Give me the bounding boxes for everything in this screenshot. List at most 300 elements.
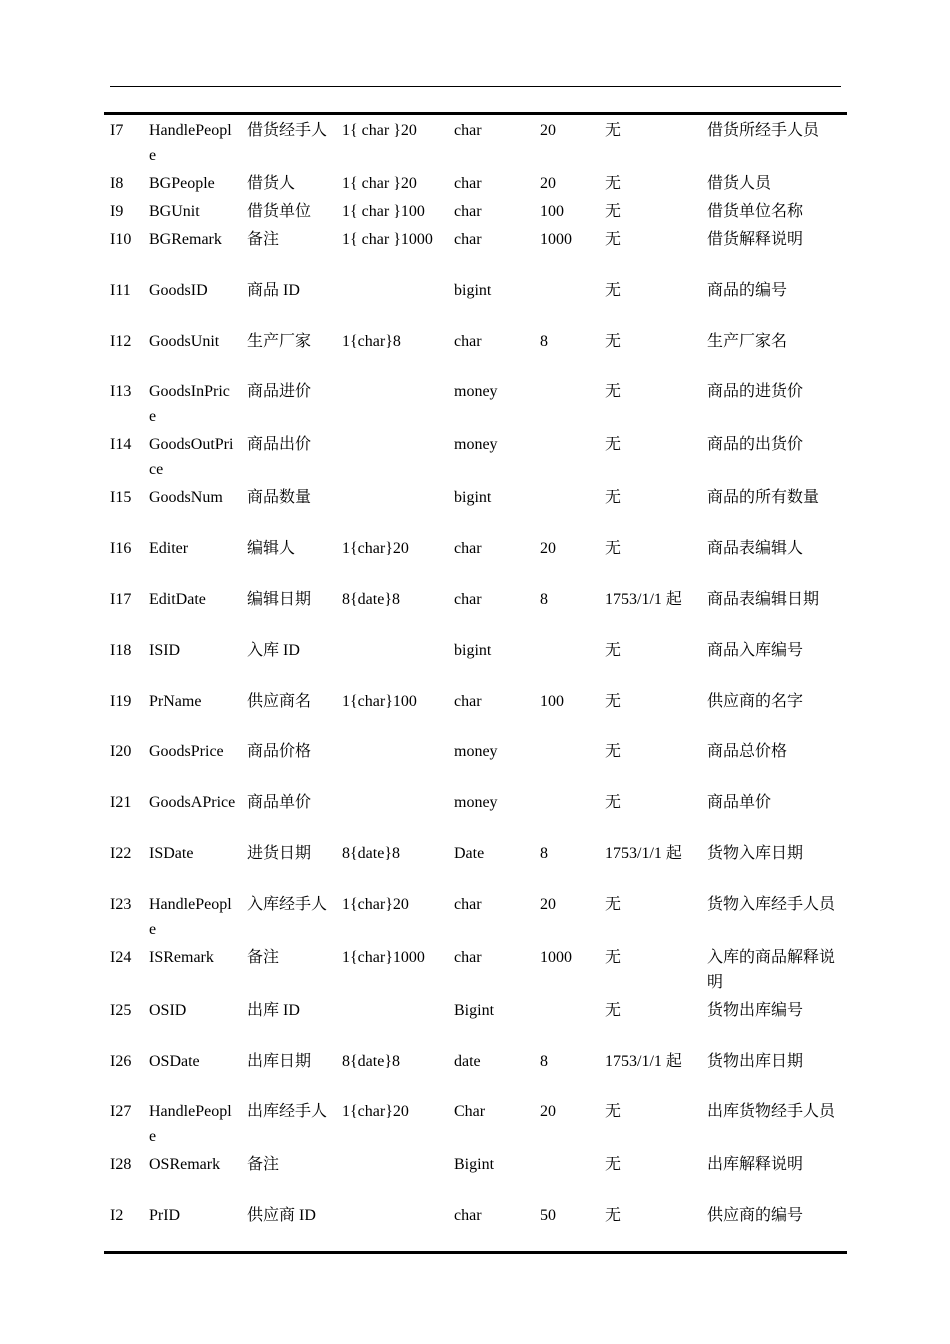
data-type-cell: [444, 1046, 530, 1097]
field-name-text: GoodsAPrice: [149, 794, 236, 812]
chinese-name-cell: [237, 196, 333, 224]
default-value-text: 无: [605, 1103, 622, 1121]
field-name-cell: [141, 838, 237, 889]
field-id-cell: [104, 584, 141, 635]
description-text: 商品的所有数量: [707, 489, 820, 507]
description-cell: [695, 686, 847, 737]
default-value-text: 无: [605, 948, 622, 966]
length-cell: [530, 429, 596, 482]
table-row: [104, 787, 847, 838]
format-cell: [333, 533, 444, 584]
default-value-text: 无: [605, 383, 622, 401]
description-cell: [695, 995, 847, 1046]
field-id-text: I17: [110, 590, 132, 608]
default-value-cell: [596, 838, 695, 889]
field-id-text: I22: [110, 844, 132, 862]
field-name-cell: [141, 889, 237, 942]
page-header-rule: [110, 86, 841, 87]
description-text: 商品表编辑日期: [707, 590, 820, 608]
default-value-cell: [596, 1096, 695, 1149]
format-cell: [333, 1149, 444, 1200]
data-type-text: Date: [454, 844, 485, 862]
description-cell: [695, 838, 847, 889]
chinese-name-text: 借货人: [247, 175, 296, 192]
field-name-text: ISDate: [149, 844, 194, 862]
default-value-text: 无: [605, 281, 622, 299]
field-id-cell: [104, 1200, 141, 1251]
format-text: 1{ char }20: [342, 175, 417, 192]
table-row: [104, 482, 847, 533]
default-value-cell: [596, 584, 695, 635]
field-name-text: OSRemark: [149, 1156, 221, 1174]
table-row: [104, 1149, 847, 1200]
data-type-cell: [444, 429, 530, 482]
default-value-text: 1753/1/1 起: [605, 1052, 682, 1070]
description-cell: [695, 376, 847, 429]
field-id-text: I25: [110, 1001, 132, 1019]
default-value-text: 无: [605, 540, 622, 558]
chinese-name-cell: [237, 1046, 333, 1097]
description-text: 借货人员: [707, 175, 772, 192]
chinese-name-cell: [237, 995, 333, 1046]
chinese-name-text: 借货单位: [247, 203, 312, 220]
default-value-cell: [596, 115, 695, 168]
field-name-text: BGUnit: [149, 203, 200, 220]
data-type-text: char: [454, 231, 482, 248]
data-type-text: bigint: [454, 489, 492, 507]
field-id-text: I10: [110, 231, 132, 248]
field-id-text: I7: [110, 122, 124, 139]
data-type-cell: [444, 376, 530, 429]
field-id-cell: [104, 168, 141, 196]
chinese-name-text: 供应商名: [247, 692, 312, 710]
data-type-cell: [444, 995, 530, 1046]
chinese-name-text: 商品单价: [247, 794, 312, 812]
length-cell: [530, 275, 596, 326]
table-row: [104, 1096, 847, 1149]
data-type-text: char: [454, 122, 482, 139]
default-value-cell: [596, 1149, 695, 1200]
default-value-cell: [596, 889, 695, 942]
field-name-cell: [141, 1046, 237, 1097]
description-text: 货物入库经手人员: [707, 895, 836, 913]
table-row: [104, 995, 847, 1046]
data-type-text: char: [454, 203, 482, 220]
length-cell: [530, 224, 596, 275]
field-id-cell: [104, 429, 141, 482]
description-cell: [695, 889, 847, 942]
description-text: 生产厂家名: [707, 332, 788, 350]
default-value-text: 无: [605, 203, 622, 220]
chinese-name-cell: [237, 326, 333, 377]
data-type-text: char: [454, 540, 482, 558]
format-text: 8{date}8: [342, 1052, 401, 1070]
default-value-cell: [596, 482, 695, 533]
data-type-cell: [444, 1200, 530, 1251]
data-type-cell: [444, 942, 530, 995]
field-id-text: I9: [110, 203, 124, 220]
field-id-cell: [104, 838, 141, 889]
description-cell: [695, 1046, 847, 1097]
description-text: 货物出库日期: [707, 1052, 804, 1070]
description-cell: [695, 482, 847, 533]
length-cell: [530, 838, 596, 889]
field-id-cell: [104, 275, 141, 326]
length-text: 8: [540, 1052, 548, 1070]
length-text: 1000: [540, 948, 572, 966]
table-row: [104, 168, 847, 196]
chinese-name-text: 商品价格: [247, 743, 312, 761]
length-cell: [530, 482, 596, 533]
field-id-text: I11: [110, 281, 131, 299]
default-value-text: 无: [605, 122, 622, 139]
data-type-cell: [444, 584, 530, 635]
default-value-text: 无: [605, 489, 622, 507]
chinese-name-cell: [237, 889, 333, 942]
field-name-cell: [141, 1200, 237, 1251]
length-cell: [530, 533, 596, 584]
table-row: [104, 196, 847, 224]
format-cell: [333, 376, 444, 429]
description-text: 商品总价格: [707, 743, 788, 761]
chinese-name-text: 备注: [247, 231, 280, 248]
data-type-text: Bigint: [454, 1156, 495, 1174]
table-row: [104, 224, 847, 275]
field-id-cell: [104, 482, 141, 533]
field-name-cell: [141, 686, 237, 737]
default-value-cell: [596, 168, 695, 196]
field-id-cell: [104, 1149, 141, 1200]
format-text: 1{char}100: [342, 692, 417, 710]
format-cell: [333, 1200, 444, 1251]
field-name-cell: [141, 376, 237, 429]
description-cell: [695, 196, 847, 224]
chinese-name-cell: [237, 1200, 333, 1251]
format-text: 1{char}20: [342, 1103, 409, 1121]
default-value-cell: [596, 275, 695, 326]
data-type-cell: [444, 1149, 530, 1200]
format-text: 1{ char }100: [342, 203, 425, 220]
field-name-text: ISID: [149, 641, 181, 659]
default-value-text: 无: [605, 1001, 622, 1019]
data-type-text: char: [454, 1207, 482, 1225]
field-id-cell: [104, 635, 141, 686]
chinese-name-text: 供应商 ID: [247, 1207, 316, 1225]
chinese-name-cell: [237, 1096, 333, 1149]
data-type-cell: [444, 889, 530, 942]
field-name-cell: [141, 482, 237, 533]
chinese-name-text: 商品进价: [247, 383, 312, 401]
field-id-cell: [104, 326, 141, 377]
field-name-cell: [141, 196, 237, 224]
description-cell: [695, 275, 847, 326]
format-text: 8{date}8: [342, 844, 401, 862]
description-cell: [695, 168, 847, 196]
field-name-cell: [141, 533, 237, 584]
format-cell: [333, 942, 444, 995]
length-text: 20: [540, 1103, 556, 1121]
data-dictionary-table: [104, 112, 847, 1254]
default-value-cell: [596, 1046, 695, 1097]
field-id-text: I2: [110, 1207, 124, 1225]
default-value-text: 无: [605, 692, 622, 710]
chinese-name-text: 进货日期: [247, 844, 312, 862]
data-type-cell: [444, 224, 530, 275]
length-cell: [530, 1149, 596, 1200]
length-cell: [530, 376, 596, 429]
default-value-cell: [596, 429, 695, 482]
table-row: [104, 533, 847, 584]
data-type-cell: [444, 482, 530, 533]
default-value-text: 无: [605, 743, 622, 761]
default-value-cell: [596, 326, 695, 377]
format-cell: [333, 196, 444, 224]
length-cell: [530, 736, 596, 787]
field-id-text: I24: [110, 948, 132, 966]
description-cell: [695, 429, 847, 482]
field-name-cell: [141, 736, 237, 787]
description-text: 商品的编号: [707, 281, 788, 299]
field-id-cell: [104, 995, 141, 1046]
format-cell: [333, 482, 444, 533]
format-cell: [333, 115, 444, 168]
description-cell: [695, 942, 847, 995]
description-cell: [695, 115, 847, 168]
default-value-text: 无: [605, 641, 622, 659]
field-name-text: HandlePeople: [149, 122, 232, 164]
field-id-cell: [104, 115, 141, 168]
length-cell: [530, 196, 596, 224]
default-value-cell: [596, 533, 695, 584]
length-cell: [530, 1200, 596, 1251]
default-value-text: 无: [605, 1156, 622, 1174]
format-cell: [333, 635, 444, 686]
data-type-cell: [444, 275, 530, 326]
field-name-cell: [141, 224, 237, 275]
field-id-text: I15: [110, 489, 132, 507]
chinese-name-cell: [237, 482, 333, 533]
description-cell: [695, 635, 847, 686]
chinese-name-cell: [237, 787, 333, 838]
description-cell: [695, 584, 847, 635]
field-id-cell: [104, 533, 141, 584]
default-value-cell: [596, 376, 695, 429]
table-row: [104, 376, 847, 429]
data-type-text: date: [454, 1052, 481, 1070]
description-text: 商品单价: [707, 794, 772, 812]
data-type-cell: [444, 686, 530, 737]
description-text: 供应商的名字: [707, 692, 804, 710]
length-cell: [530, 635, 596, 686]
description-text: 借货解释说明: [707, 231, 804, 248]
chinese-name-text: 备注: [247, 948, 280, 966]
length-cell: [530, 995, 596, 1046]
data-type-text: Bigint: [454, 1001, 495, 1019]
field-id-text: I16: [110, 540, 132, 558]
table-row: [104, 429, 847, 482]
field-name-cell: [141, 1096, 237, 1149]
default-value-cell: [596, 686, 695, 737]
field-id-cell: [104, 1046, 141, 1097]
format-cell: [333, 889, 444, 942]
table-row: [104, 584, 847, 635]
field-name-cell: [141, 168, 237, 196]
length-text: 8: [540, 590, 548, 608]
data-type-text: char: [454, 590, 482, 608]
field-name-text: GoodsPrice: [149, 743, 224, 761]
field-name-text: GoodsID: [149, 281, 208, 299]
field-name-cell: [141, 995, 237, 1046]
table-body: [104, 115, 847, 1251]
chinese-name-text: 出库经手人: [247, 1103, 328, 1121]
default-value-cell: [596, 995, 695, 1046]
field-name-cell: [141, 429, 237, 482]
default-value-text: 无: [605, 231, 622, 248]
data-type-text: money: [454, 743, 498, 761]
chinese-name-text: 出库 ID: [247, 1001, 300, 1019]
field-name-text: HandlePeople: [149, 895, 232, 938]
format-cell: [333, 326, 444, 377]
chinese-name-cell: [237, 224, 333, 275]
field-name-text: BGRemark: [149, 231, 222, 248]
default-value-cell: [596, 635, 695, 686]
table-row: [104, 686, 847, 737]
chinese-name-cell: [237, 635, 333, 686]
data-type-text: char: [454, 175, 482, 192]
chinese-name-text: 出库日期: [247, 1052, 312, 1070]
chinese-name-text: 商品数量: [247, 489, 312, 507]
field-name-text: BGPeople: [149, 175, 215, 192]
field-id-cell: [104, 1096, 141, 1149]
data-type-text: money: [454, 436, 498, 454]
default-value-text: 无: [605, 1207, 622, 1225]
length-cell: [530, 1046, 596, 1097]
field-name-text: GoodsInPrice: [149, 383, 230, 426]
chinese-name-cell: [237, 686, 333, 737]
field-id-text: I13: [110, 383, 132, 401]
chinese-name-text: 借货经手人: [247, 122, 328, 139]
description-cell: [695, 1149, 847, 1200]
field-name-text: OSID: [149, 1001, 187, 1019]
field-name-text: EditDate: [149, 590, 206, 608]
field-id-text: I28: [110, 1156, 132, 1174]
description-text: 借货单位名称: [707, 203, 804, 220]
chinese-name-cell: [237, 736, 333, 787]
data-type-cell: [444, 838, 530, 889]
format-cell: [333, 686, 444, 737]
description-cell: [695, 224, 847, 275]
field-id-cell: [104, 196, 141, 224]
chinese-name-text: 商品 ID: [247, 281, 300, 299]
format-cell: [333, 838, 444, 889]
field-id-text: I27: [110, 1103, 132, 1121]
chinese-name-cell: [237, 584, 333, 635]
chinese-name-cell: [237, 1149, 333, 1200]
format-cell: [333, 736, 444, 787]
description-cell: [695, 533, 847, 584]
description-text: 商品入库编号: [707, 641, 804, 659]
format-cell: [333, 224, 444, 275]
table-row: [104, 275, 847, 326]
field-id-text: I14: [110, 436, 132, 454]
table-row: [104, 635, 847, 686]
field-id-cell: [104, 686, 141, 737]
length-text: 50: [540, 1207, 556, 1225]
chinese-name-text: 备注: [247, 1156, 280, 1174]
field-name-cell: [141, 787, 237, 838]
table-row: [104, 942, 847, 995]
length-cell: [530, 1096, 596, 1149]
data-type-text: bigint: [454, 281, 492, 299]
chinese-name-text: 入库 ID: [247, 641, 300, 659]
description-text: 商品的出货价: [707, 436, 804, 454]
field-name-text: PrName: [149, 692, 202, 710]
field-name-text: Editer: [149, 540, 189, 558]
data-type-text: char: [454, 895, 482, 913]
chinese-name-cell: [237, 275, 333, 326]
default-value-text: 无: [605, 895, 622, 913]
length-text: 100: [540, 203, 564, 220]
length-text: 20: [540, 175, 556, 192]
data-type-cell: [444, 115, 530, 168]
description-text: 借货所经手人员: [707, 122, 820, 139]
field-id-text: I19: [110, 692, 132, 710]
data-type-text: Char: [454, 1103, 486, 1121]
format-text: 1{char}20: [342, 895, 409, 913]
default-value-cell: [596, 942, 695, 995]
field-name-text: ISRemark: [149, 948, 214, 966]
table-row: [104, 1046, 847, 1097]
description-text: 货物入库日期: [707, 844, 804, 862]
description-cell: [695, 326, 847, 377]
table-row: [104, 115, 847, 168]
data-type-cell: [444, 1096, 530, 1149]
format-cell: [333, 429, 444, 482]
data-type-text: bigint: [454, 641, 492, 659]
field-id-text: I8: [110, 175, 124, 192]
length-cell: [530, 889, 596, 942]
field-name-text: GoodsNum: [149, 489, 223, 507]
length-text: 100: [540, 692, 564, 710]
field-name-cell: [141, 584, 237, 635]
table-row: [104, 326, 847, 377]
chinese-name-cell: [237, 429, 333, 482]
data-type-text: char: [454, 948, 482, 966]
description-cell: [695, 1096, 847, 1149]
default-value-cell: [596, 736, 695, 787]
length-text: 20: [540, 895, 556, 913]
description-text: 入库的商品解释说明: [707, 948, 836, 991]
field-name-cell: [141, 275, 237, 326]
default-value-cell: [596, 787, 695, 838]
default-value-text: 1753/1/1 起: [605, 590, 682, 608]
field-id-cell: [104, 889, 141, 942]
field-name-text: HandlePeople: [149, 1103, 232, 1146]
data-type-text: money: [454, 383, 498, 401]
data-type-text: money: [454, 794, 498, 812]
chinese-name-text: 入库经手人: [247, 895, 328, 913]
length-text: 20: [540, 122, 556, 139]
description-cell: [695, 787, 847, 838]
format-text: 1{ char }20: [342, 122, 417, 139]
default-value-text: 1753/1/1 起: [605, 844, 682, 862]
table-row: [104, 1200, 847, 1251]
field-name-text: OSDate: [149, 1052, 200, 1070]
data-type-cell: [444, 326, 530, 377]
format-cell: [333, 1096, 444, 1149]
table-row: [104, 838, 847, 889]
field-id-cell: [104, 376, 141, 429]
